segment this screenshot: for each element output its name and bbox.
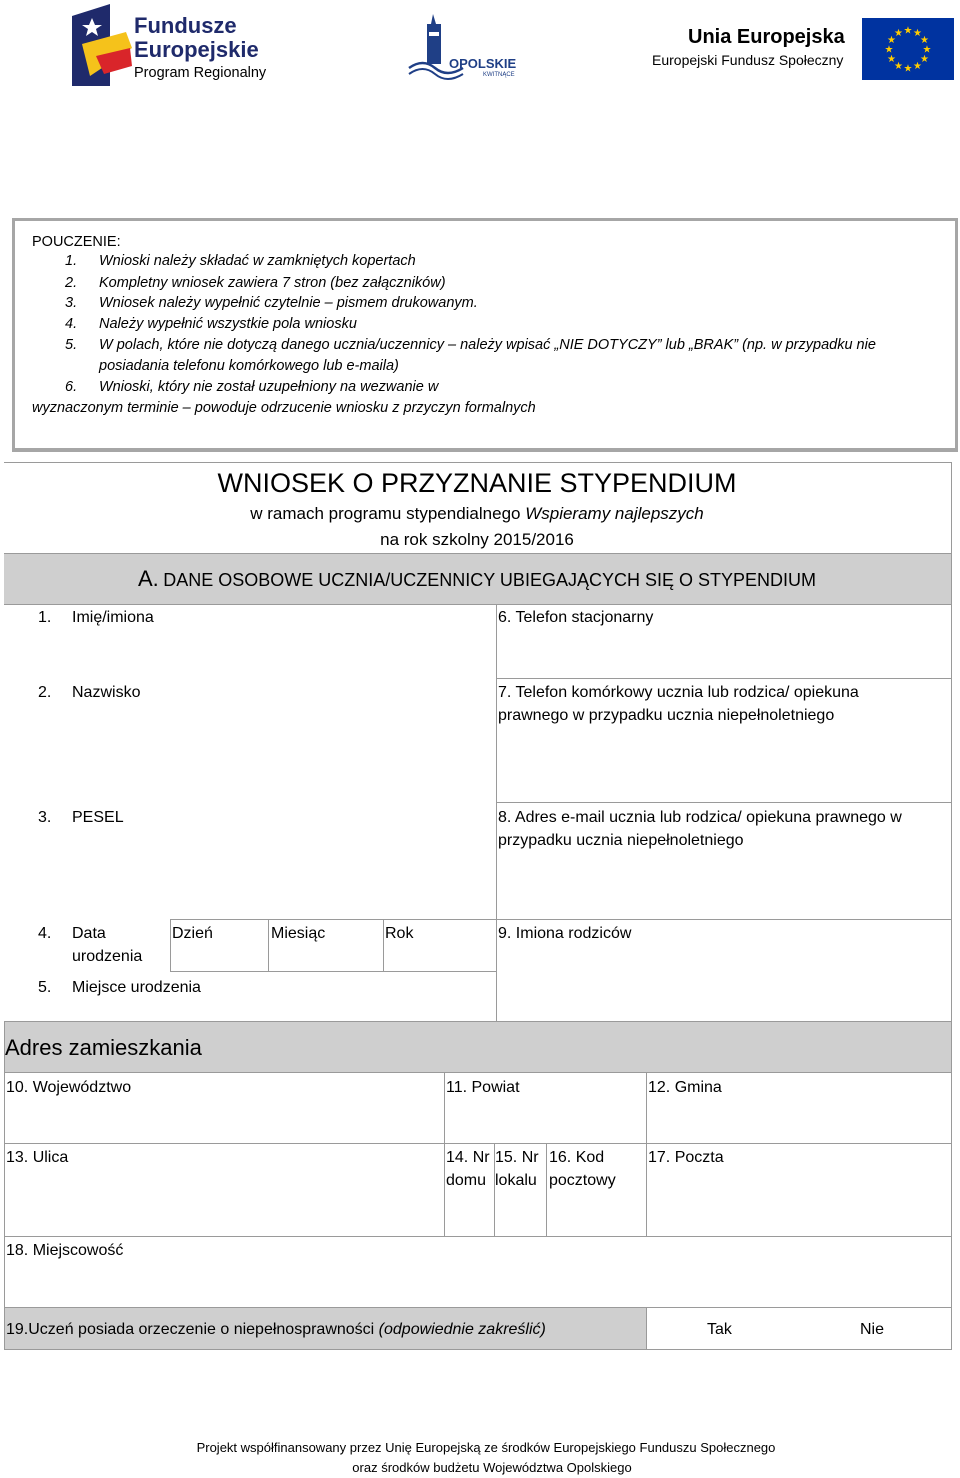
notice-num-4: 4. — [65, 316, 78, 332]
field-2-input[interactable] — [6, 706, 494, 800]
eu-star-icon: ★ — [887, 35, 897, 46]
eu-star-icon: ★ — [903, 63, 913, 75]
field-1-num: 1. — [38, 609, 52, 626]
notice-text-4: Należy wypełnić wszystkie pola wniosku — [99, 316, 357, 332]
fe-logo-line2: Europejskie — [134, 37, 259, 62]
field-11-input[interactable] — [446, 1100, 644, 1140]
field-8-label-b: przypadku ucznia niepełnoletniego — [498, 832, 744, 849]
field-12-input[interactable] — [648, 1100, 950, 1140]
fe-logo-line3: Program Regionalny — [134, 65, 267, 81]
eu-star-icon: ★ — [919, 35, 929, 46]
field-4-label — [38, 922, 143, 965]
fundusze-europejskie-logo — [70, 4, 280, 86]
footer-line1: Projekt współfinansowany przez Unię Europejską ze środków Europejskiego Funduszu Społecznego — [196, 1440, 776, 1455]
field-18-input[interactable] — [6, 1264, 950, 1304]
field-17-label: 17. Poczta — [648, 1149, 724, 1166]
eu-logo-line1: Unia Europejska — [688, 26, 845, 48]
section-a-title — [0, 566, 954, 592]
notice-num-3: 3. — [65, 295, 78, 311]
opolskie-logo — [405, 12, 525, 82]
eu-logo-line2: Europejski Fundusz Społeczny — [652, 52, 844, 68]
notice-num-6: 6. — [65, 379, 78, 395]
field-10-label: 10. Województwo — [6, 1079, 132, 1096]
form-subtitle-program: Wspieramy najlepszych — [525, 504, 704, 523]
field-4-text2: urodzenia — [72, 948, 143, 965]
field-2-num: 2. — [38, 684, 52, 701]
fe-logo-line1: Fundusze — [134, 13, 237, 38]
section-a-letter: A. — [137, 566, 159, 591]
field-7-label-b: prawnego w przypadku ucznia niepełnoletniego — [498, 707, 835, 724]
footer-line2: oraz środków budżetu Województwa Opolskiego — [352, 1460, 632, 1475]
eu-star-icon: ★ — [913, 60, 922, 72]
eu-star-icon: ★ — [903, 25, 913, 37]
notice-num-5: 5. — [65, 337, 78, 353]
opolskie-tagline: KWITNĄCE — [483, 72, 515, 78]
notice-title: POUCZENIE: — [32, 234, 121, 250]
form-subtitle-prefix: w ramach programu stypendialnego — [250, 504, 526, 523]
field-9-input[interactable] — [498, 948, 950, 1018]
field-6-input[interactable] — [498, 632, 950, 676]
eu-star-icon: ★ — [884, 44, 894, 56]
eu-logo — [650, 10, 955, 80]
field-3-text: PESEL — [72, 809, 124, 826]
field-1-input[interactable] — [6, 632, 494, 676]
field-5-label — [38, 976, 201, 999]
field-12-label: 12. Gmina — [648, 1079, 722, 1096]
field-16-label-a: 16. Kod — [549, 1149, 605, 1166]
fe-flag-icon — [70, 4, 134, 86]
field-1-text: Imię/imiona — [72, 609, 154, 626]
field-4-text1: Data — [72, 925, 106, 942]
field-8-input[interactable] — [498, 856, 950, 916]
address-title: Adres zamieszkania — [5, 1035, 202, 1060]
field-3-input[interactable] — [6, 832, 494, 916]
eu-star-icon: ★ — [887, 54, 897, 65]
field-5-num: 5. — [38, 979, 52, 996]
section-a-text: DANE OSOBOWE UCZNIA/UCZENNICY UBIEGAJĄCYCH SIĘ O STYPENDIUM — [163, 570, 816, 590]
disability-no-option[interactable]: Nie — [860, 1321, 885, 1338]
form-title: WNIOSEK O PRZYZNANIE STYPENDIUM — [217, 468, 737, 498]
eu-star-icon: ★ — [913, 28, 922, 40]
eu-star-icon: ★ — [894, 60, 903, 72]
field-14-label-a: 14. Nr — [446, 1149, 490, 1166]
field-3-num: 3. — [38, 809, 52, 826]
eu-flag-icon — [862, 18, 954, 80]
field-19-text: 19.Uczeń posiada orzeczenie o niepełnosprawności — [6, 1321, 379, 1338]
notice-text-2: Kompletny wniosek zawiera 7 stron (bez załączników) — [99, 275, 446, 291]
field-2-label — [38, 681, 141, 704]
eu-star-icon: ★ — [922, 44, 932, 56]
field-4-year[interactable]: Rok — [385, 925, 414, 942]
field-11-label: 11. Powiat — [446, 1079, 520, 1096]
field-8-label-a: 8. Adres e-mail ucznia lub rodzica/ opiekuna prawnego w — [498, 809, 902, 826]
form-subtitle — [0, 502, 954, 526]
field-3-label — [38, 806, 124, 829]
opolskie-name: OPOLSKIE — [449, 56, 517, 71]
field-9-label: 9. Imiona rodziców — [498, 925, 632, 942]
field-19-hint: (odpowiednie zakreślić) — [378, 1321, 546, 1338]
notice-num-1: 1. — [65, 253, 78, 269]
field-4-num: 4. — [38, 925, 52, 942]
notice-text-5: W polach, które nie dotyczą danego ucznia/uczennicy – należy wpisać „NIE DOTYCZY” lub „BRAK” (np. w przypadku nie — [99, 337, 876, 353]
field-1-label — [38, 606, 154, 629]
field-19-label — [6, 1318, 546, 1341]
field-15-label-a: 15. Nr — [495, 1149, 539, 1166]
notice-text-6: Wnioski, który nie został uzupełniony na wezwanie w — [99, 379, 439, 395]
notice-box — [12, 218, 958, 452]
notice-num-2: 2. — [65, 275, 78, 291]
field-4-day[interactable]: Dzień — [172, 925, 213, 942]
field-17-input[interactable] — [648, 1172, 950, 1234]
field-7-label-a: 7. Telefon komórkowy ucznia lub rodzica/ opiekuna — [498, 684, 859, 701]
notice-text-6b: wyznaczonym terminie – powoduje odrzucenie wniosku z przyczyn formalnych — [32, 400, 536, 416]
field-5-text: Miejsce urodzenia — [72, 979, 201, 996]
field-6-label: 6. Telefon stacjonarny — [498, 609, 654, 626]
notice-text-1: Wnioski należy składać w zamkniętych kopertach — [99, 253, 416, 269]
disability-yes-option[interactable]: Tak — [707, 1321, 732, 1338]
field-16-label-b: pocztowy — [549, 1172, 616, 1189]
field-4-month[interactable]: Miesiąc — [271, 925, 326, 942]
field-15-label-b: lokalu — [495, 1172, 537, 1189]
field-13-input[interactable] — [6, 1172, 442, 1234]
eu-star-icon: ★ — [894, 28, 903, 40]
notice-text-5b: posiadania telefonu komórkowego lub e-maila) — [99, 358, 399, 374]
field-10-input[interactable] — [6, 1100, 442, 1140]
field-2-text: Nazwisko — [72, 684, 141, 701]
form-year: na rok szkolny 2015/2016 — [380, 530, 574, 549]
field-14-label-b: domu — [446, 1172, 487, 1189]
field-18-label: 18. Miejscowość — [6, 1242, 124, 1259]
field-13-label: 13. Ulica — [6, 1149, 69, 1166]
field-7-input[interactable] — [498, 730, 950, 800]
eu-star-icon: ★ — [919, 54, 929, 65]
notice-text-3: Wniosek należy wypełnić czytelnie – pismem drukowanym. — [99, 295, 478, 311]
